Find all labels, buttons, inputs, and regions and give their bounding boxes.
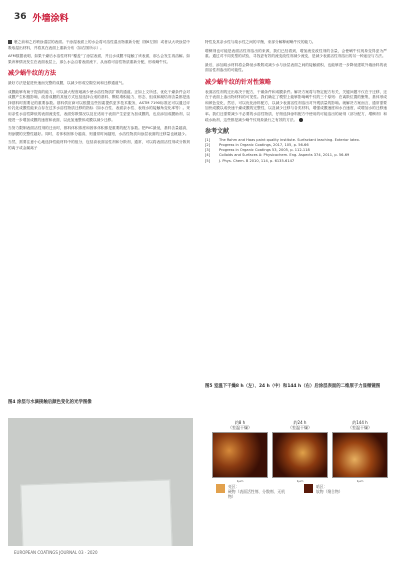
legend-light-swatch: [216, 484, 225, 493]
right-column: [205, 40, 387, 164]
figure-4-photo: [8, 418, 193, 546]
page-header: [14, 10, 69, 24]
page-footer: EUROPEAN COATINGS JOURNAL 03 · 2020: [14, 550, 98, 555]
section-heading-strategies: 减少蜗牛纹的针对性策略: [205, 78, 272, 86]
legend-dark-swatch: [304, 484, 313, 493]
left-paragraph-1: 裹之前和之后喷涂湿层的表面。干涂湿表面上的水会将可溶性湿出物重新分配（图6左图）或者从大块涂层中吸取湿出材料，并将其在表面上重新分布（如右图所示）。: [8, 40, 190, 50]
reference-item: [3] Progress in Organic Coatings 53, 2005, p. 112-118: [205, 148, 310, 153]
reference-item: [4] Colloids and Surfaces A: Physicochem. Eng. Aspects 374, 2011, p. 56-69: [205, 153, 350, 158]
reference-item: [5] J. Phys. Chem. B 2010, 114, p. 6135-6147: [205, 158, 295, 163]
right-paragraph-1: 特性及其亲水性与疏水性之间的平衡，来部分解释耐蜗牛纹的能力。: [205, 40, 316, 44]
afm-image-8h: 约8 h （室温干燥） 1μm: [212, 420, 268, 483]
legend-light: 亮区： 硬物（表面活性剂、分散剂、无机物）: [216, 484, 294, 499]
reference-item: [1] The Rohm and Haas paint quality institute. Surfactant leaching. Exterior latex.: [205, 137, 360, 142]
page-number: 36: [14, 12, 27, 22]
figure-4-caption: 图4 涂层与水滴接触后颜色变化的光学图像: [8, 400, 92, 405]
left-paragraph-4: 成膜能够有助于提高的能力，可以最大程度地减少使水溶性物质扩散的通道。正如上文所述，优化干燥条件会对成膜产生积极影响，改善成膜的其他方式包括选择合适的基料、颗粒堆积能力、形态、组成和凝结剂含量都是选择基料时需要记的重要参数。基料供应商可以根据这些因素提供更多技术服务，ASTM 7190标准还可以通过评价乳化成膜性能来合存在过多水溶性物质迁移的指标（如水白性、表面亲水性、表现水的接触角变化率等）。采用亲性水溶性降低的表面流变性，表面弥散情况以及在适用于表面产生更更为加成膜的，也应添加成膜助剂，以便进一步增加成膜的速度和表面，以此加速整体成膜以减少迁移。: [8, 89, 190, 122]
reference-item: [2] Progress in Organic Coatings, 2017, 105, p. 56-66: [205, 142, 309, 147]
left-paragraph-2: AFM数据表明，如果干燥后水溶性材料“覆盖”了涂层表面，并且水成膜不接触了该表面，那么会发生再溶解。如果该种情况发生在表面表层上，那么水会沿着表面流下，从而将可溶性物质重新分配，形成蜗牛纹。: [8, 54, 190, 64]
coated-panel-image: [20, 479, 173, 546]
afm-image-24h: 约24 h （室温干燥） 1μm: [272, 420, 328, 483]
article-end-icon: [299, 118, 303, 122]
left-paragraph-3: 最好方法是促进快速而完整的成膜，以减少形成空隙空间和迁移通道气。: [8, 80, 126, 85]
section-heading-methods: 减少蜗牛纹的方法: [8, 70, 57, 78]
references-heading: 参考文献: [205, 128, 230, 136]
left-paragraph-6: 当然，需要注意小心地选择性能材料中的组分，包括高表面活性剂和分散剂，通常，可以将表面活性剂或分散剂的离子或金属离子: [8, 140, 190, 150]
figure-5-caption: 图5 室温下干燥8 h（左）、24 h（中）和144 h（右）后涂层表面的二维原子力显微镜图: [205, 384, 381, 389]
legend-dark: 暗区： 软物（聚合物）: [304, 484, 374, 494]
square-bullet-icon: [8, 40, 12, 44]
right-paragraph-3: 最后，添加疏水材料将会降低水吸附成减少水与涂层表面之间的接触面积，也能够进一步降低建筑外墙涂料的表面活性剂渗出的可能性。: [205, 62, 387, 73]
afm-legend: [216, 484, 376, 508]
left-paragraph-5: 当努力限制表面活性剂的迁出时，都料体积浓度和固体体积都是重要的配方参数。把PVC最低，基料含量越高，则涂膜的完整性越好。同时，若体积固体分越高，则通常时间越短，水溶性物质向涂层表面的迁移量也就越少。: [8, 126, 190, 136]
right-paragraph-4: 表面活性剂的迁出取决于配方，干燥条件和成膜条件。解决方案将与特定配方有关，关键问题不仅在于迁移，还在于表面上渗出物材料的可见性。我们确定了模型上能够影响蜗牛纹的三个原则：在离散位置的聚集，基体形成和颜色变化，然后，可以优化涂料配方，以减少表面活性剂溶出对外观质量的影响。就解决方案而言，通常需要加快成膜以成快速干燥成膜的完整性，以及减少迁移与各类材料，增强成膜速度和水白速度，或增加水的迁移速率。我们还需要减少不必要的水溶性物质，仔细选择涂料配方中使用的可能溶出的助剂（部分配方，增稠剂）和疏水助剂，这些都是减少蜗牛纹现象最行之有效的方法。: [205, 89, 387, 122]
reference-list: [205, 138, 387, 164]
header-title: 外墙涂料: [32, 13, 69, 24]
left-column: [8, 40, 190, 155]
afm-image-144h: 约144 h （室温干燥） 1μm: [332, 420, 388, 483]
right-paragraph-2: 增稠剂也可能是表面活性剂溶出的来源，我们已经看到，增加流变改性剂的含量，会使蜗牛纹现象变得更为严重。通过对不同类型的试验，寻找更有效的流变改性剂减少流变，是减少表面活性剂溶出的另一种途径与方法。: [205, 48, 387, 59]
